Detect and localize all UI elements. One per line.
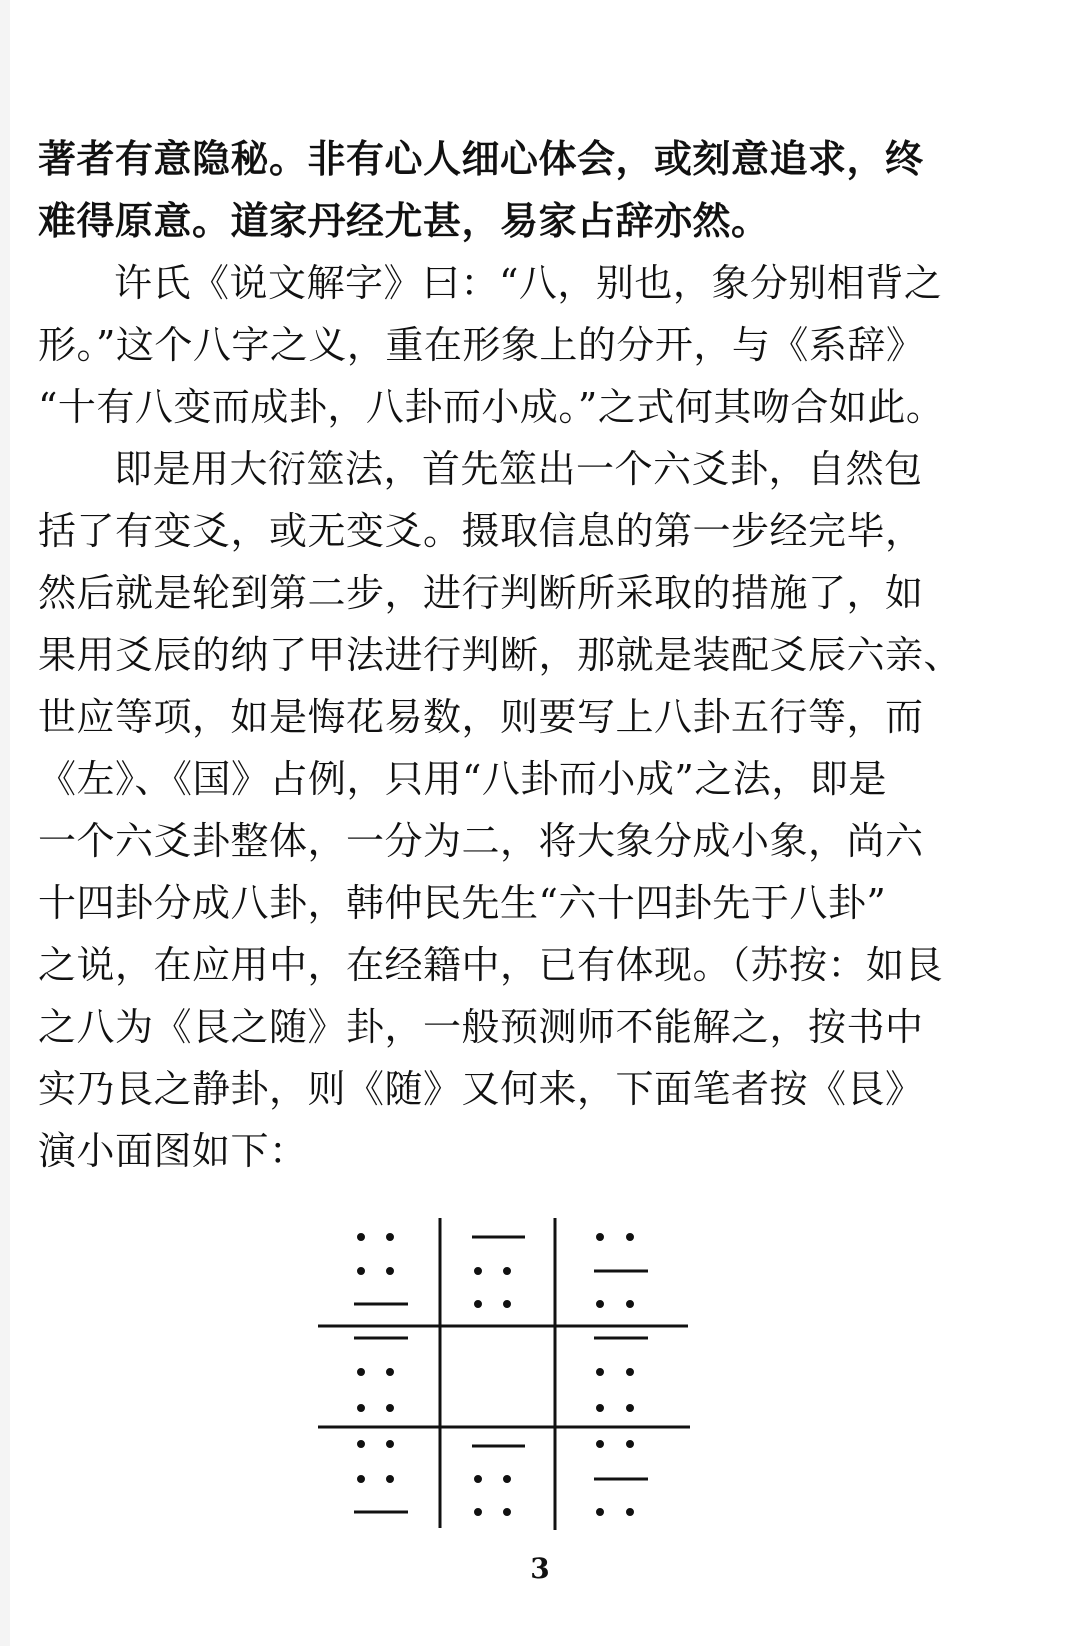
paragraph-3	[38, 438, 998, 1182]
yin-dot	[387, 1234, 394, 1241]
body-text	[38, 128, 998, 1182]
yin-dot	[597, 1234, 604, 1241]
yin-dot	[358, 1405, 365, 1412]
text-line: 之八为《艮之随》卦，一般预测师不能解之，按书中	[38, 1005, 924, 1049]
text-line: 世应等项，如是悔花易数，则要写上八卦五行等，而	[38, 695, 924, 739]
paragraph-1	[38, 128, 998, 252]
text-line: 之说，在应用中，在经籍中，已有体现。（苏按：如艮	[38, 943, 944, 987]
yin-dot	[627, 1234, 634, 1241]
text-line: 难得原意。道家丹经尤甚，易家占辞亦然。	[38, 198, 770, 243]
text-line: 括了有变爻，或无变爻。摄取信息的第一步经完毕，	[38, 509, 924, 553]
text-line: 著者有意隐秘。非有心人细心体会，或刻意追求，终	[38, 136, 924, 181]
yin-dot	[358, 1234, 365, 1241]
paragraph-2	[38, 252, 998, 438]
text-line: 许氏《说文解字》曰：“八，别也，象分别相背之	[114, 261, 943, 305]
yin-dot	[504, 1301, 511, 1308]
yin-dot	[627, 1369, 634, 1376]
text-line: 一个六爻卦整体，一分为二，将大象分成小象，尚六	[38, 819, 924, 863]
text-line: 形。”这个八字之义，重在形象上的分开，与《系辞》	[38, 323, 925, 367]
yin-dot	[387, 1405, 394, 1412]
yin-dot	[358, 1268, 365, 1275]
yin-dot	[387, 1441, 394, 1448]
yin-dot	[475, 1301, 482, 1308]
scan-edge	[0, 0, 10, 1646]
trigram-top-left	[354, 1234, 408, 1305]
yin-dot	[358, 1441, 365, 1448]
page-number: 3	[530, 1552, 550, 1585]
trigram-top-right	[594, 1234, 648, 1308]
text-line: 即是用大衍筮法，首先筮出一个六爻卦，自然包	[114, 447, 923, 491]
text-line: “十有八变而成卦，八卦而小成。”之式何其吻合如此。	[38, 385, 945, 429]
trigram-bottom-right	[594, 1441, 648, 1516]
yin-dot	[504, 1509, 511, 1516]
yin-dot	[627, 1509, 634, 1516]
yin-dot	[597, 1301, 604, 1308]
yin-dot	[504, 1476, 511, 1483]
text-line: 果用爻辰的纳了甲法进行判断，那就是装配爻辰六亲、	[38, 633, 963, 677]
trigram-bottom-middle	[472, 1446, 525, 1516]
trigram-bottom-left	[354, 1441, 408, 1513]
yin-dot	[597, 1441, 604, 1448]
yin-dot	[504, 1268, 511, 1275]
grid-lines	[318, 1218, 690, 1530]
yin-dot	[627, 1301, 634, 1308]
yin-dot	[475, 1476, 482, 1483]
yin-dot	[387, 1268, 394, 1275]
yin-dot	[358, 1476, 365, 1483]
yin-dot	[627, 1405, 634, 1412]
text-line: 然后就是轮到第二步，进行判断所采取的措施了，如	[38, 571, 924, 615]
text-line: 实乃艮之静卦，则《随》又何来，下面笔者按《艮》	[38, 1067, 924, 1111]
yin-dot	[627, 1441, 634, 1448]
text-line: 《左》、《国》占例，只用“八卦而小成”之法，即是	[38, 757, 887, 801]
trigram-top-middle	[472, 1237, 525, 1308]
text-line: 演小面图如下：	[38, 1129, 308, 1173]
yin-dot	[475, 1509, 482, 1516]
trigram-cells	[354, 1234, 648, 1516]
yin-dot	[358, 1369, 365, 1376]
yin-dot	[597, 1369, 604, 1376]
yin-dot	[387, 1476, 394, 1483]
yin-dot	[387, 1369, 394, 1376]
trigram-middle-right	[594, 1338, 648, 1412]
yin-dot	[597, 1509, 604, 1516]
yin-dot	[597, 1405, 604, 1412]
trigram-middle-left	[354, 1338, 408, 1412]
text-line: 十四卦分成八卦，韩仲民先生“六十四卦先于八卦”	[38, 881, 887, 925]
yin-dot	[475, 1268, 482, 1275]
